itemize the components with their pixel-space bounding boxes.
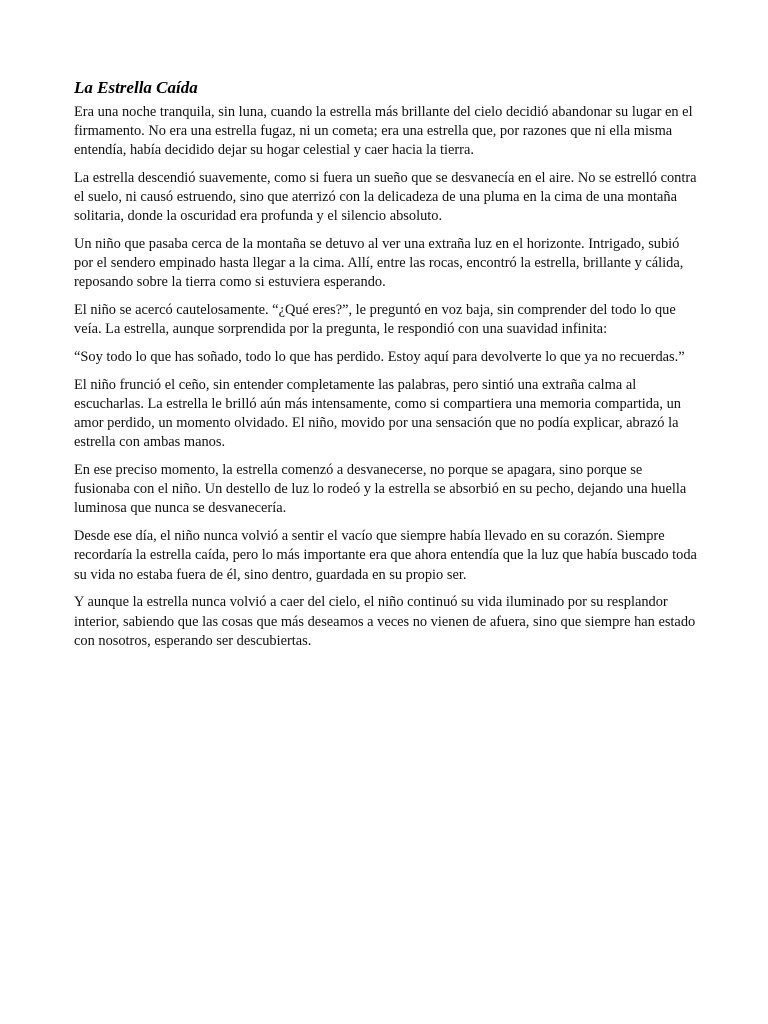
paragraph-5: “Soy todo lo que has soñado, todo lo que has perdido. Estoy aquí para devolverte lo que ya no recuerdas.” bbox=[74, 349, 685, 366]
paragraph-1: Era una noche tranquila, sin luna, cuando la estrella más brillante del cielo decidió abandonar su lugar en el firmamento. No era una estrella fugaz, ni un cometa; era una estrella que, por razones que ni ella misma entendía, había decidido dejar su hogar celestial y caer hacia la tierra. bbox=[74, 104, 693, 159]
paragraph-2: La estrella descendió suavemente, como si fuera un sueño que se desvanecía en el aire. No se estrelló contra el suelo, ni causó estruendo, sino que aterrizó con la delicadeza de una pluma en la cima de una montaña solitaria, donde la oscuridad era profunda y el silencio absoluto. bbox=[74, 170, 697, 225]
paragraph-4: El niño se acercó cautelosamente. “¿Qué eres?”, le preguntó en voz baja, sin comprender del todo lo que veía. La estrella, aunque sorprendida por la pregunta, le respondió con una suavidad infinita: bbox=[74, 302, 676, 338]
paragraph-3: Un niño que pasaba cerca de la montaña se detuvo al ver una extraña luz en el horizonte. Intrigado, subió por el sendero empinado hasta llegar a la cima. Allí, entre las rocas, encontró la estrella, brillante y cálida, reposando sobre la tierra como si estuviera esperando. bbox=[74, 236, 684, 291]
paragraph-6: El niño frunció el ceño, sin entender completamente las palabras, pero sintió una extraña calma al escucharlas. La estrella le brilló aún más intensamente, como si compartiera una memoria compartida, un amor perdido, un momento olvidado. El niño, movido por una sensación que no podía explicar, abrazó la estrella con ambas manos. bbox=[74, 377, 681, 451]
paragraph-9: Y aunque la estrella nunca volvió a caer del cielo, el niño continuó su vida iluminado por su resplandor interior, sabiendo que las cosas que más deseamos a veces no vienen de afuera, sino que siempre han estado con nosotros, esperando ser descubiertas. bbox=[74, 594, 696, 649]
document-title: La Estrella Caída bbox=[74, 78, 198, 97]
paragraph-7: En ese preciso momento, la estrella comenzó a desvanecerse, no porque se apagara, sino porque se fusionaba con el niño. Un destello de luz lo rodeó y la estrella se absorbió en su pecho, dejando una huella luminosa que nunca se desvanecería. bbox=[74, 462, 687, 517]
document-page bbox=[74, 77, 698, 660]
paragraph-8: Desde ese día, el niño nunca volvió a sentir el vacío que siempre había llevado en su corazón. Siempre recordaría la estrella caída, pero lo más importante era que ahora entendía que la luz que había buscado toda su vida no estaba fuera de él, sino dentro, guardada en su propio ser. bbox=[74, 528, 697, 583]
